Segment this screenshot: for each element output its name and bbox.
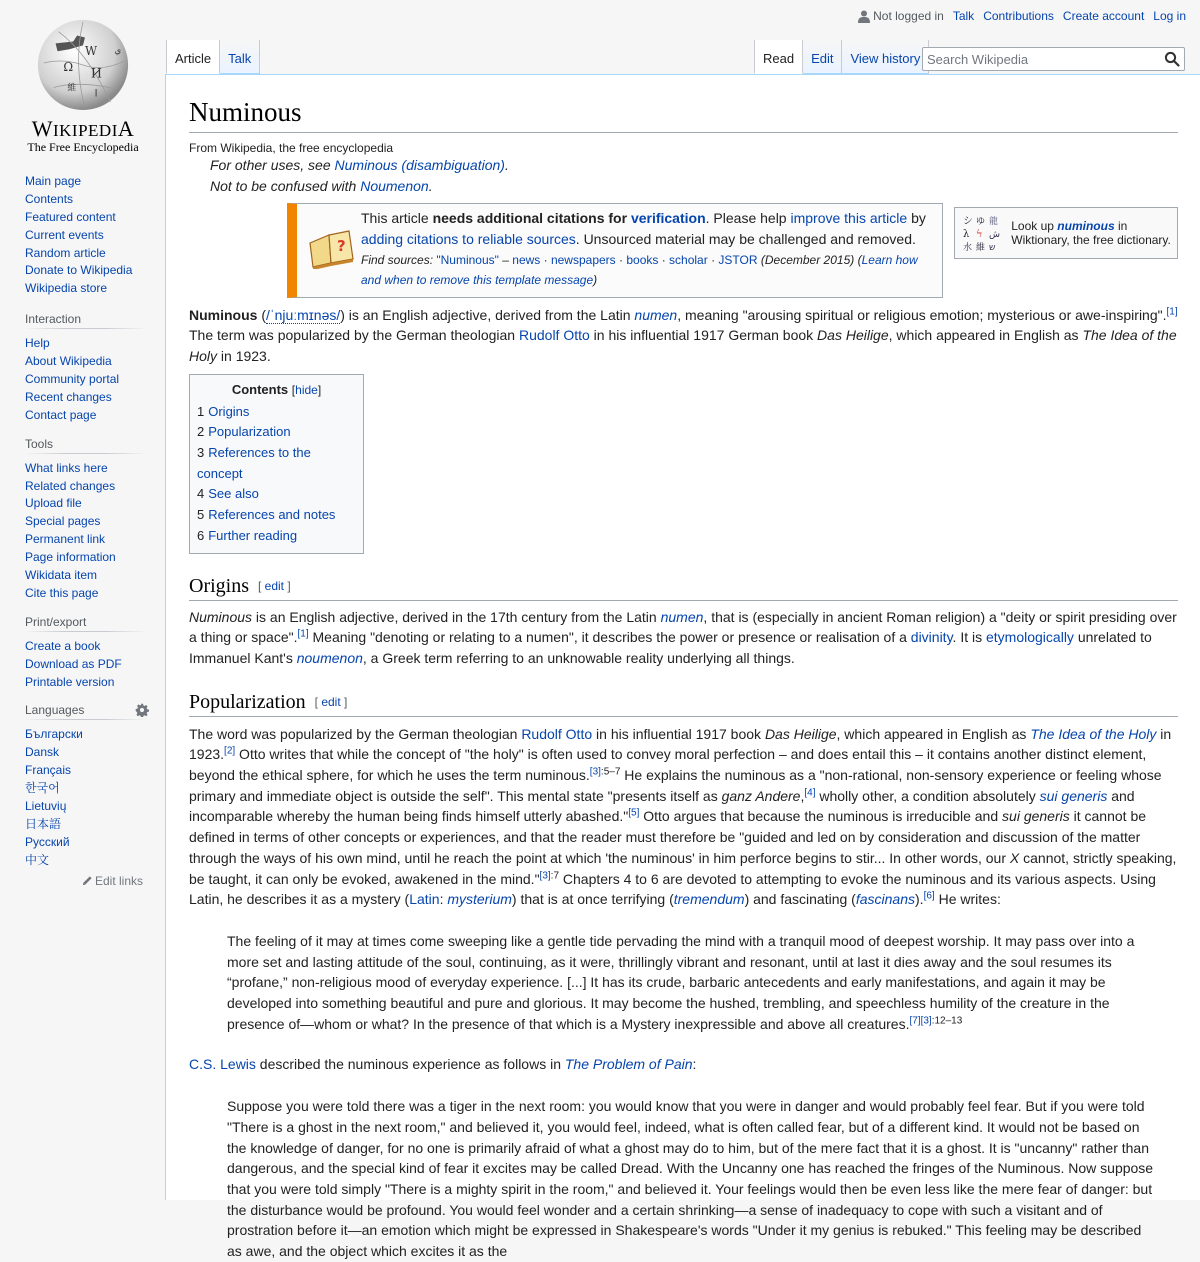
- text: ) is an English adjective, derived from the Latin: [340, 306, 635, 323]
- sidebar-item-what-links-here[interactable]: What links here: [25, 460, 108, 475]
- ref-pages: :12–13: [931, 1015, 963, 1027]
- etymologically-link[interactable]: etymologically: [986, 629, 1074, 646]
- sidebar-item-about[interactable]: About Wikipedia: [25, 354, 112, 369]
- notice-date: (December 2015): [760, 252, 855, 267]
- svg-text:ゆ: ゆ: [976, 217, 986, 228]
- term: X: [1009, 849, 1020, 866]
- lead-bold-term: Numinous: [189, 306, 258, 323]
- print-export-portal: [0, 615, 166, 692]
- learn-remove-template-link[interactable]: Learn how and when to remove this template message: [361, 252, 918, 287]
- personal-tools: [858, 9, 1186, 23]
- noumenon-link[interactable]: Noumenon: [360, 177, 429, 194]
- toc-number: 5: [197, 507, 205, 523]
- text: :: [692, 1056, 697, 1073]
- svg-text:ϟ: ϟ: [976, 229, 983, 241]
- sidebar-item-main-page[interactable]: Main page: [25, 174, 82, 188]
- edit-popularization-link[interactable]: edit: [321, 694, 341, 709]
- wordmark-w: W: [31, 116, 53, 141]
- bracket: [: [314, 694, 322, 709]
- lang-chinese[interactable]: 中文: [25, 852, 50, 867]
- wiktionary-icon: [961, 212, 1003, 254]
- sidebar-item-wikidata-item[interactable]: Wikidata item: [25, 568, 98, 583]
- fascinans-link[interactable]: fascinans: [855, 891, 916, 908]
- wiktionary-text: [1011, 219, 1171, 247]
- notice-text-part: by: [907, 210, 926, 227]
- idea-of-holy-link[interactable]: The Idea of the Holy: [1030, 725, 1157, 742]
- text: in 1923.: [217, 347, 271, 364]
- page-title: Numinous: [189, 95, 1178, 133]
- talk-link[interactable]: Talk: [952, 9, 975, 23]
- svg-text:W: W: [84, 44, 98, 59]
- tab-talk[interactable]: Talk: [220, 40, 260, 74]
- bracket: ]: [317, 382, 322, 397]
- lewis-paragraph: [189, 1054, 1178, 1075]
- text: , which appeared in English as: [888, 327, 1083, 344]
- text: ) and fascinating (: [744, 891, 856, 908]
- user-icon: [858, 10, 870, 23]
- svg-text:維: 維: [67, 83, 77, 94]
- book-title: The Idea of the Holy: [189, 327, 1177, 364]
- sidebar-item-wikipedia-store[interactable]: Wikipedia store: [25, 281, 108, 296]
- find-query-link[interactable]: "Numinous": [436, 252, 499, 267]
- wordmark: [22, 116, 144, 142]
- dash: –: [498, 252, 513, 267]
- wordmark-a: A: [117, 116, 135, 141]
- text: He explains the numinous as a "non-rational, non-sensory experience or feeling whose primary and immediate object is outside the self". This mental state "presents itself as: [189, 767, 1162, 804]
- otto-quote: [227, 931, 1154, 1035]
- lewis-quote: [227, 1096, 1154, 1262]
- find-jstor-link[interactable]: JSTOR: [718, 252, 758, 267]
- hatnote-text: .: [504, 157, 509, 174]
- toc-item[interactable]: [197, 402, 356, 423]
- text: cannot, strictly speaking, be taught, it can only be evoked, awakened in the mind.": [189, 849, 1177, 887]
- tab-article[interactable]: Article: [166, 40, 220, 74]
- svg-text:И: И: [90, 66, 102, 82]
- section-title: Popularization: [189, 690, 306, 713]
- search-box: [922, 47, 1185, 71]
- ref-4[interactable]: [4]: [804, 787, 816, 799]
- toc-references-to-concept[interactable]: References to the concept: [197, 445, 311, 481]
- sidebar: [0, 160, 166, 900]
- text: The word was popularized by the German theologian: [189, 725, 522, 742]
- text: ,: [800, 787, 805, 804]
- question-book-icon: [297, 208, 361, 290]
- toc-title: [197, 382, 356, 397]
- toc-popularization[interactable]: Popularization: [208, 424, 291, 440]
- text: and incomparable whereby the human being finds himself utterly abashed.": [189, 787, 1135, 825]
- svg-text:Ω: Ω: [63, 59, 74, 74]
- improve-article-link[interactable]: improve this article: [790, 210, 908, 227]
- lang-bulgarian[interactable]: Български: [25, 727, 83, 742]
- log-in-link[interactable]: Log in: [1153, 9, 1186, 23]
- svg-text:シ: シ: [963, 216, 974, 228]
- sidebar-item-download-pdf[interactable]: Download as PDF: [25, 656, 122, 671]
- text: (: [257, 306, 267, 323]
- edit-origins-link[interactable]: edit: [264, 578, 285, 593]
- text: , which appeared in English as: [836, 725, 1031, 742]
- sidebar-item-recent-changes[interactable]: Recent changes: [25, 389, 112, 404]
- text: Otto argues that because the numinous is irreducible and: [639, 808, 1003, 825]
- sidebar-item-special-pages[interactable]: Special pages: [25, 514, 101, 529]
- toc-see-also[interactable]: See also: [208, 486, 259, 502]
- cs-lewis-link[interactable]: C.S. Lewis: [189, 1056, 256, 1073]
- sidebar-item-page-information[interactable]: Page information: [25, 550, 116, 565]
- rudolf-otto-link[interactable]: Rudolf Otto: [521, 725, 593, 742]
- ref-2[interactable]: [2]: [224, 745, 236, 757]
- problem-of-pain-link[interactable]: The Problem of Pain: [564, 1056, 693, 1073]
- svg-text:ש: ש: [989, 243, 996, 254]
- wiktionary-numinous-link[interactable]: numinous: [1057, 219, 1115, 234]
- tremendum-link[interactable]: tremendum: [673, 891, 745, 908]
- toc-item[interactable]: [197, 484, 356, 505]
- section-title: Origins: [189, 574, 249, 597]
- text: in 1923.: [189, 725, 1172, 763]
- latin-link[interactable]: Latin: [409, 891, 440, 908]
- paren: (: [857, 252, 862, 267]
- mysterium-link[interactable]: mysterium: [447, 891, 512, 908]
- contributions-link[interactable]: Contributions: [983, 9, 1054, 23]
- disambiguation-link[interactable]: Numinous (disambiguation): [334, 157, 505, 174]
- toc-item[interactable]: [197, 443, 356, 484]
- book-title: Das Heilige: [764, 725, 837, 742]
- toc-number: 3: [197, 445, 205, 461]
- lead-paragraph: [189, 305, 1178, 367]
- ref-3[interactable]: [3]: [589, 766, 601, 778]
- edit-section: [258, 579, 291, 593]
- toc-further-reading[interactable]: Further reading: [208, 527, 298, 543]
- notice-text: [361, 208, 934, 290]
- term: Numinous: [189, 608, 253, 625]
- text: , that is (especially in ancient Roman religion) a "deity or spirit presiding over a thing or space".: [189, 608, 1177, 646]
- term: ganz Andere: [721, 787, 801, 804]
- bracket: ]: [340, 694, 348, 709]
- wiktionary-box: [954, 207, 1178, 259]
- languages-heading: [25, 703, 147, 720]
- verification-link[interactable]: verification: [630, 210, 706, 227]
- text: , meaning "arousing spiritual or religious emotion; mysterious or awe-inspiring".: [677, 306, 1167, 323]
- lang-korean[interactable]: 한국어: [25, 781, 60, 796]
- text: is an English adjective, derived in the 17th century from the Latin: [252, 608, 661, 625]
- text: it cannot be defined in terms of other concepts or experiences, and that the reader must therefore be "guided and led on by consideration and discussion of the matter through the ways of his own mind, until he reach the point at which 'the numinous' in him perforce begins to stir... In other words, our: [189, 808, 1147, 866]
- sidebar-item-community-portal[interactable]: Community portal: [25, 372, 120, 387]
- content: [165, 74, 1200, 1260]
- toc-number: 6: [197, 527, 205, 543]
- hatnote-not-confused: [189, 176, 1178, 197]
- wikipedia-logo[interactable]: [22, 10, 144, 154]
- svg-text:λ: λ: [963, 229, 970, 241]
- navigation-portal: [0, 160, 166, 298]
- book-title: Das Heilige: [817, 327, 889, 344]
- text: The term was popularized by the German theologian: [189, 327, 519, 344]
- quote-text: Suppose you were told there was a tiger in the next room: you would know that you were in danger and would probably feel fear. But if you were told "There is a ghost in the next room," and believed it, you would feel, indeed, what is often called fear, but of a different kind. It would not be based on the knowledge of danger, for no one is primarily afraid of what a ghost may do to him, but of the mere fact that it is a ghost. It is "uncanny" rather than dangerous, and the special kind of fear it excites may be called Dread. With the Uncanny one has reached the fringes of the Numinous. Now suppose that you were told simply "There is a mighty spirit in the room," and believed it. Your feelings would then be even less like the mere fear of danger: but the disturbance would be profound. You would feel wonder and a certain shrinking—a sense of inadequacy to cope with such a visitant and of prostration before it—an emotion which might be expressed in Shakespeare's words "Under it my genius is rebuked." This feeling may be described as awe, and the object which excites it as the: [227, 1098, 1154, 1260]
- table-of-contents: [189, 374, 364, 554]
- edit-section: [315, 695, 348, 709]
- toc-references-notes[interactable]: References and notes: [208, 507, 336, 523]
- text: , a Greek term referring to an unknowable reality underlying all things.: [362, 649, 795, 666]
- toc-origins[interactable]: Origins: [208, 403, 250, 419]
- tagline: The Free Encyclopedia: [27, 140, 139, 154]
- notice-row: [189, 203, 1178, 297]
- find-sources: Find sources: "Numinous" – news · newspapers · books · scholar · JSTOR (December 2015) (Learn how and when to remove this template message): [361, 252, 918, 287]
- citation-needed-notice: [287, 203, 943, 297]
- svg-text:水: 水: [963, 243, 973, 254]
- wikipedia-globe-icon: [34, 14, 132, 112]
- wiktionary-prefix: Look up: [1011, 219, 1058, 234]
- text: He writes:: [934, 891, 1001, 908]
- ref-7[interactable]: [7]: [909, 1015, 921, 1027]
- svg-text:ي: ي: [114, 46, 122, 57]
- paren: ): [593, 273, 598, 287]
- pronunciation-link[interactable]: /ˈnjuːmɪnəs/: [266, 306, 341, 323]
- sidebar-item-current-events[interactable]: Current events: [25, 227, 104, 242]
- rudolf-otto-link[interactable]: Rudolf Otto: [518, 327, 590, 344]
- tab-edit[interactable]: Edit: [803, 40, 842, 74]
- bracket: ]: [284, 578, 291, 593]
- notice-text-part: This article: [361, 210, 433, 227]
- wiktionary-suffix: in Wiktionary, the free dictionary.: [1011, 219, 1171, 248]
- text: unrelated to Immanuel Kant's: [189, 629, 1152, 666]
- sidebar-item-donate[interactable]: Donate to Wikipedia: [25, 263, 133, 278]
- tab-view-history[interactable]: View history: [842, 40, 929, 74]
- text: Otto writes that while the concept of "the holy" is often used to convey moral perfection – and does entail this – it contains another distinct element, beyond the ethical sphere, for which he uses the term numinous.: [189, 746, 1147, 784]
- ref-3[interactable]: [3]: [920, 1015, 932, 1027]
- adding-citations-link[interactable]: adding citations to reliable sources: [361, 230, 576, 247]
- toc-heading: Contents: [231, 381, 289, 397]
- notice-bold-text: needs additional citations for: [432, 210, 631, 227]
- sidebar-item-random-article[interactable]: Random article: [25, 245, 106, 260]
- bracket: [: [291, 382, 296, 397]
- namespace-tabs: [166, 40, 260, 74]
- tab-read[interactable]: Read: [754, 40, 803, 74]
- find-books-link[interactable]: books: [626, 252, 659, 267]
- lang-lithuanian[interactable]: Lietuvių: [25, 799, 67, 814]
- toc-number: 4: [197, 486, 205, 502]
- text: Meaning "denoting or relating to a numen", it describes the power or presence or realisation of a: [308, 629, 911, 646]
- toc-number: 2: [197, 424, 205, 440]
- ref-1[interactable]: [1]: [297, 628, 309, 640]
- sidebar-item-contact-page[interactable]: Contact page: [25, 407, 97, 422]
- ref-1[interactable]: [1]: [1166, 305, 1178, 317]
- ref-5[interactable]: [5]: [628, 807, 640, 819]
- tools-heading: Tools: [25, 437, 147, 454]
- numen-link[interactable]: numen: [660, 608, 704, 625]
- toc-item[interactable]: [197, 422, 356, 443]
- search-icon[interactable]: [1164, 51, 1180, 67]
- toc-number: 1: [197, 403, 205, 419]
- sidebar-item-create-book[interactable]: Create a book: [25, 638, 101, 653]
- lang-danish[interactable]: Dansk: [25, 745, 60, 760]
- find-sources-label: Find sources:: [361, 252, 434, 267]
- hatnote-text: For other uses, see: [210, 157, 335, 174]
- lang-russian[interactable]: Русский: [25, 834, 70, 849]
- hatnote-text: .: [428, 177, 433, 194]
- svg-text:?: ?: [337, 237, 346, 256]
- popularization-paragraph: [189, 724, 1178, 910]
- ref-pages: :7: [550, 869, 560, 881]
- ref-3[interactable]: [3]: [539, 869, 551, 881]
- edit-links[interactable]: [25, 874, 143, 888]
- interaction-portal: [0, 312, 166, 424]
- search-input[interactable]: [923, 48, 1153, 70]
- site-subtitle: From Wikipedia, the free encyclopedia: [189, 141, 394, 156]
- not-logged-in-label: Not logged in: [873, 9, 944, 23]
- toc-item[interactable]: [197, 526, 356, 547]
- text: described the numinous experience as follows in: [255, 1056, 565, 1073]
- text: wholly other, a condition absolutely: [815, 787, 1040, 804]
- pencil-icon: [82, 875, 93, 886]
- term: sui generis: [1002, 808, 1070, 825]
- text: in his influential 1917 German book: [589, 327, 818, 344]
- lang-french[interactable]: Français: [25, 763, 72, 778]
- toc-hide-toggle[interactable]: hide: [295, 382, 318, 397]
- ref-pages: :5–7: [600, 766, 621, 778]
- notice-text-part: . Please help: [705, 210, 791, 227]
- sidebar-item-contents[interactable]: Contents: [25, 191, 74, 206]
- text: :: [439, 891, 448, 908]
- origins-paragraph: [189, 607, 1178, 669]
- gear-icon[interactable]: [135, 703, 149, 717]
- bracket: [: [258, 578, 265, 593]
- not-logged-in: [858, 9, 944, 23]
- quote-text: The feeling of it may at times come sweeping like a gentle tide pervading the mind with a tranquil mood of deepest worship. It may pass over into a more set and lasting attitude of the soul, continuing, as it were, thrillingly vibrant and resonant, until at last it dies away and the soul resumes its “profane,” non-religious mood of everyday experience. [...] It has its crude, barbaric antecedents and early manifestations, and again it may be developed into something beautiful and pure and glorious. It may become the hushed, trembling, and speechless humility of the creature in the presence of—whom or what? In the presence of that which is a Mystery inexpressible and above all creatures.: [227, 932, 1135, 1032]
- sidebar-item-upload-file[interactable]: Upload file: [25, 496, 82, 511]
- divinity-link[interactable]: divinity: [910, 629, 953, 646]
- text: ) that is at once terrifying (: [511, 891, 674, 908]
- edit-links-label: Edit links: [94, 873, 143, 888]
- noumenon-link[interactable]: noumenon: [296, 649, 363, 666]
- ref-6[interactable]: [6]: [923, 890, 935, 902]
- svg-text:維: 維: [976, 243, 986, 254]
- toc-item[interactable]: [197, 505, 356, 526]
- print-export-heading: Print/export: [25, 615, 147, 632]
- interaction-heading: Interaction: [25, 312, 147, 329]
- sui-generis-link[interactable]: sui generis: [1039, 787, 1108, 804]
- svg-text:ן: ן: [94, 86, 98, 98]
- sidebar-item-printable-version[interactable]: Printable version: [25, 674, 115, 689]
- find-scholar-link[interactable]: scholar: [669, 252, 708, 267]
- languages-heading-label: Languages: [25, 703, 85, 718]
- languages-portal: [0, 703, 166, 887]
- text: ).: [915, 891, 924, 908]
- sidebar-item-related-changes[interactable]: Related changes: [25, 478, 116, 493]
- svg-text:龍: 龍: [989, 217, 999, 228]
- wordmark-mid: IKIPEDI: [52, 121, 118, 140]
- numen-link[interactable]: numen: [634, 306, 678, 323]
- tools-portal: [0, 437, 166, 603]
- section-heading-origins: [189, 573, 1178, 601]
- view-tabs: [754, 40, 929, 74]
- sidebar-item-cite-this-page[interactable]: Cite this page: [25, 585, 99, 600]
- text: in his influential 1917 book: [592, 725, 765, 742]
- sidebar-item-permanent-link[interactable]: Permanent link: [25, 532, 106, 547]
- find-news-link[interactable]: news: [512, 252, 541, 267]
- hatnote-other-uses: [189, 155, 1178, 176]
- section-heading-popularization: [189, 689, 1178, 717]
- create-account-link[interactable]: Create account: [1062, 9, 1145, 23]
- svg-text:ش: ش: [989, 230, 1001, 241]
- notice-text-part: . Unsourced material may be challenged and removed.: [575, 230, 916, 247]
- hatnote-text: Not to be confused with: [210, 177, 361, 194]
- text: Chapters 4 to 6 are devoted to attempting to evoke the numinous and its various aspects. Using Latin, he describes it as a mystery (: [189, 870, 1156, 908]
- sidebar-item-featured-content[interactable]: Featured content: [25, 209, 116, 224]
- lang-japanese[interactable]: 日本語: [25, 816, 62, 831]
- text: . It is: [952, 629, 986, 646]
- find-newspapers-link[interactable]: newspapers: [550, 252, 616, 267]
- sidebar-item-help[interactable]: Help: [25, 336, 50, 351]
